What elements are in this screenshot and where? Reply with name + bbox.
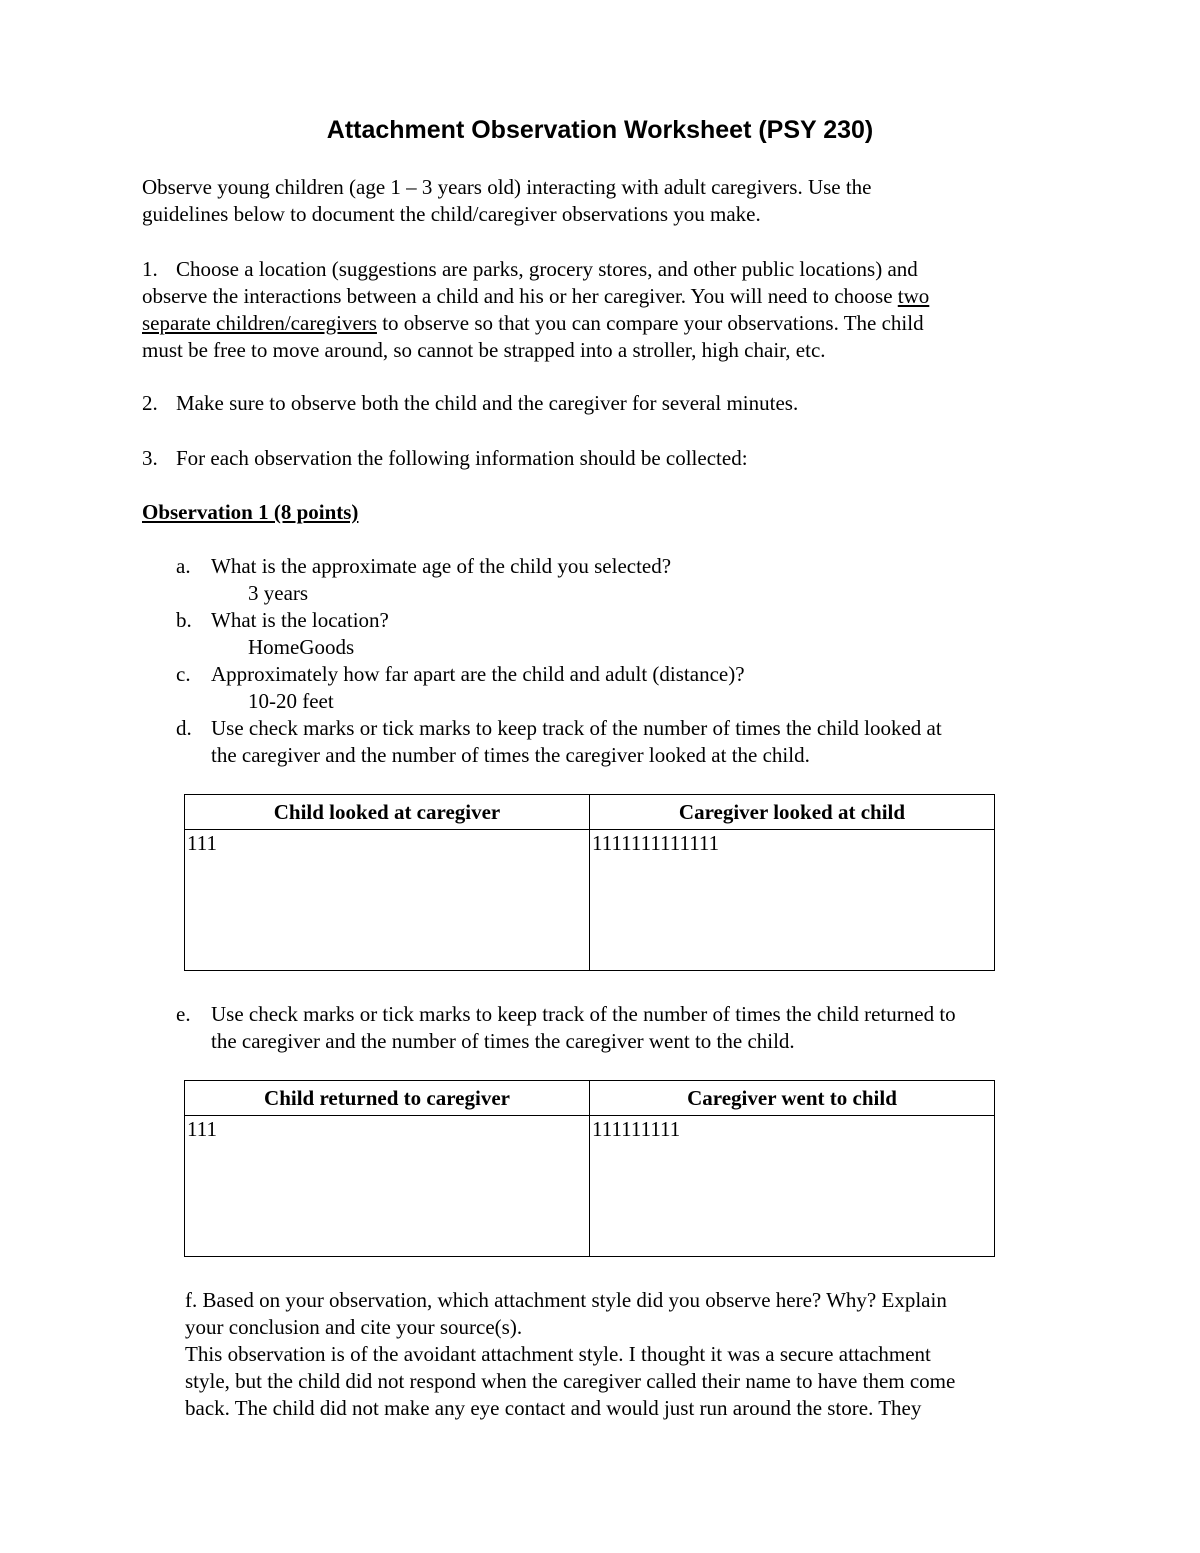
table-header-row: [185, 795, 995, 830]
returned-tally-table: [184, 1080, 995, 1257]
answer-b: HomeGoods: [248, 635, 355, 659]
page-title: Attachment Observation Worksheet (PSY 230): [326, 116, 874, 144]
step-line: must be free to move around, so cannot be strapped into a stroller, high chair, etc.: [142, 338, 826, 362]
question-letter: c.: [176, 662, 191, 686]
step-text: For each observation the following information should be collected:: [176, 446, 748, 470]
step-line: 1. Choose a location (suggestions are parks, grocery stores, and other public locations) and: [142, 257, 918, 281]
answer-line: style, but the child did not respond when the caregiver called their name to have them come: [185, 1369, 956, 1393]
answer-a: 3 years: [248, 581, 309, 605]
table-cell: 111: [185, 1116, 590, 1257]
question-line: Use check marks or tick marks to keep track of the number of times the child looked at: [211, 716, 942, 740]
question-letter: e.: [176, 1002, 191, 1026]
question-line: f. Based on your observation, which attachment style did you observe here? Why? Explain: [185, 1288, 947, 1312]
table-header: Child returned to caregiver: [185, 1081, 590, 1116]
underlined-text: two: [897, 284, 930, 308]
table-header: Child looked at caregiver: [185, 795, 590, 830]
question-c: Approximately how far apart are the child and adult (distance)?: [211, 662, 745, 686]
question-e: [211, 1001, 1061, 1055]
answer-line: This observation is of the avoidant attachment style. I thought it was a secure attachment: [185, 1342, 931, 1366]
question-b: What is the location?: [211, 608, 389, 632]
intro-line: Observe young children (age 1 – 3 years old) interacting with adult caregivers. Use the: [142, 175, 872, 199]
table-row: [185, 830, 995, 971]
step-number: 2.: [142, 391, 158, 415]
step-number: 3.: [142, 446, 158, 470]
question-line: the caregiver and the number of times the caregiver went to the child.: [211, 1029, 795, 1053]
table-cell: 111: [185, 830, 590, 971]
question-letter: a.: [176, 554, 191, 578]
question-letter: d.: [176, 716, 192, 740]
step-3: [142, 445, 1062, 472]
answer-line: back. The child did not make any eye contact and would just run around the store. They: [185, 1396, 922, 1420]
step-1: [142, 256, 1062, 364]
observation-heading: Observation 1 (8 points): [142, 500, 359, 524]
question-f: [185, 1287, 1065, 1422]
step-line: separate children/caregivers to observe so that you can compare your observations. The child: [142, 311, 924, 335]
intro-line: guidelines below to document the child/caregiver observations you make.: [142, 202, 761, 226]
step-text: Make sure to observe both the child and the caregiver for several minutes.: [176, 391, 799, 415]
question-letter: b.: [176, 608, 192, 632]
question-a: What is the approximate age of the child you selected?: [211, 554, 672, 578]
step-number: 1.: [142, 257, 158, 281]
table-header: Caregiver looked at child: [590, 795, 995, 830]
intro-paragraph: [142, 174, 1062, 228]
question-line: your conclusion and cite your source(s).: [185, 1315, 523, 1339]
step-line: observe the interactions between a child and his or her caregiver. You will need to choose two: [142, 284, 930, 308]
table-cell: 1111111111111: [590, 830, 995, 971]
answer-c: 10-20 feet: [248, 689, 334, 713]
question-line: the caregiver and the number of times the caregiver looked at the child.: [211, 743, 810, 767]
table-header-row: [185, 1081, 995, 1116]
underlined-text: separate children/caregivers: [142, 311, 377, 335]
table-row: [185, 1116, 995, 1257]
table-header: Caregiver went to child: [590, 1081, 995, 1116]
question-line: Use check marks or tick marks to keep track of the number of times the child returned to: [211, 1002, 956, 1026]
question-d: [211, 715, 1061, 769]
step-2: [142, 390, 1062, 417]
looked-tally-table: [184, 794, 995, 971]
table-cell: 111111111: [590, 1116, 995, 1257]
